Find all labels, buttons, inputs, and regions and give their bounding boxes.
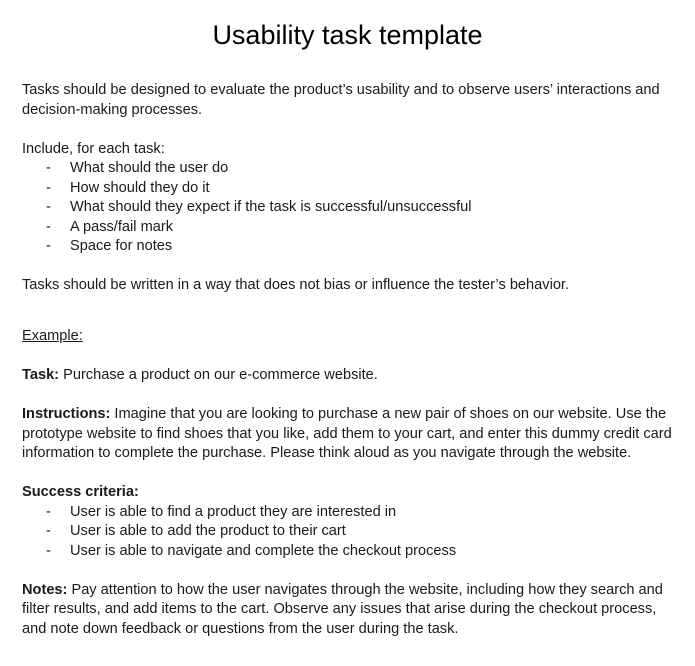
list-item-text: What should they expect if the task is successful/unsuccessful (70, 199, 472, 215)
list-item-text: How should they do it (70, 179, 210, 196)
intro-paragraph: Tasks should be designed to evaluate the product’s usability and to observe users’ interactions and decision-making processes. (22, 82, 660, 118)
dash-bullet: - (46, 160, 51, 176)
list-item (22, 218, 673, 238)
instructions-label: Instructions: (22, 406, 111, 422)
bias-note: Tasks should be written in a way that does not bias or influence the tester’s behavior. (22, 277, 570, 293)
spacer (22, 347, 673, 367)
list-item (22, 198, 673, 218)
spacer (22, 51, 673, 81)
spacer (22, 296, 673, 316)
list-item-text: User is able to find a product they are interested in (70, 503, 397, 520)
spacer (22, 386, 673, 406)
success-label: Success criteria: (22, 484, 139, 500)
dash-bullet: - (46, 238, 51, 254)
task-paragraph (22, 366, 673, 386)
dash-bullet: - (46, 503, 51, 520)
include-list (22, 159, 673, 257)
document-title: Usability task template (212, 20, 483, 50)
list-item-text: What should the user do (70, 160, 229, 176)
success-list (22, 503, 673, 562)
notes-label: Notes: (22, 581, 68, 598)
list-item (22, 159, 673, 179)
dash-bullet: - (46, 523, 51, 539)
spacer (22, 464, 673, 484)
notes-paragraph (22, 581, 673, 640)
spacer (22, 561, 673, 581)
example-label: Example: (22, 328, 83, 344)
task-label: Task: (22, 367, 60, 383)
dash-bullet: - (46, 199, 51, 215)
spacer (22, 120, 673, 140)
list-item (22, 522, 673, 542)
list-item (22, 237, 673, 257)
notes-text: Pay attention to how the user navigates through the website, including how they search and filter results, and add items to the cart. Observe any issues that arise during the checkout process, and note down feedback or questions from the user during the task. (22, 581, 663, 637)
success-heading (22, 483, 673, 503)
list-item-text: Space for notes (70, 238, 173, 254)
spacer (22, 315, 673, 327)
instructions-paragraph (22, 405, 673, 464)
dash-bullet: - (46, 542, 51, 559)
list-item (22, 179, 673, 199)
include-heading: Include, for each task: (22, 140, 165, 157)
spacer (22, 257, 673, 277)
instructions-text: Imagine that you are looking to purchase a new pair of shoes on our website. Use the prototype website to find shoes that you like, add them to your cart, and enter this dummy credit card information to complete the purchase. Please think aloud as you navigate through the website. (22, 406, 672, 461)
list-item (22, 542, 673, 562)
list-item-text: User is able to navigate and complete the checkout process (70, 542, 457, 559)
dash-bullet: - (46, 179, 51, 196)
list-item-text: A pass/fail mark (70, 218, 174, 235)
list-item-text: User is able to add the product to their cart (70, 523, 346, 539)
task-text: Purchase a product on our e-commerce website. (59, 367, 378, 383)
list-item (22, 503, 673, 523)
dash-bullet: - (46, 218, 51, 235)
